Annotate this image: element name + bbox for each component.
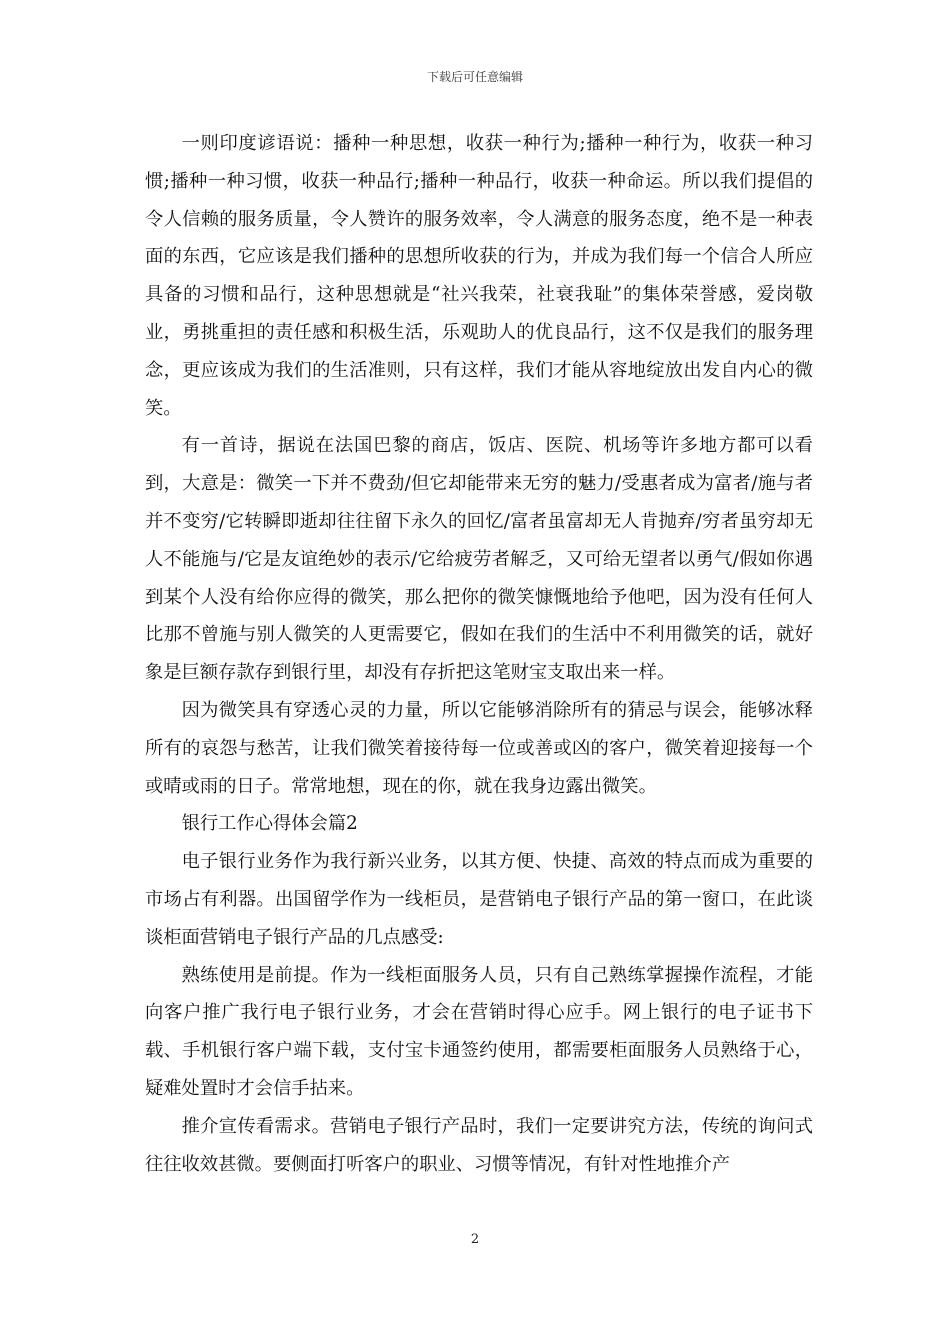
paragraph-proverb: 一则印度谚语说：播种一种思想，收获一种行为;播种一种行为，收获一种习惯;播种一种习惯，收获一种品行;播种一种品行，收获一种命运。所以我们提倡的令人信赖的服务质量，令人赞许的服务效率，令人满意的服务态度，绝不是一种表面的东西，它应该是我们播种的思想所收获的行为，并成为我们每一个信合人所应具备的习惯和品行，这种思想就是“社兴我荣，社衰我耻”的集体荣誉感，爱岗敬业，勇挑重担的责任感和积极生活，乐观助人的优良品行，这不仅是我们的服务理念，更应该成为我们的生活准则，只有这样，我们才能从容地绽放出发自内心的微笑。 (145, 133, 813, 419)
paragraph-promotion: 推介宣传看需求。营销电子银行产品时，我们一定要讲究方法，传统的询问式往往收效甚微。要侧面打听客户的职业、习惯等情况，有针对性地推介产 (145, 1115, 813, 1175)
paragraph-proficiency: 熟练使用是前提。作为一线柜面服务人员，只有自己熟练掌握操作流程，才能向客户推广我行电子银行业务，才会在营销时得心应手。网上银行的电子证书下载、手机银行客户端下载，支付宝卡通签约使用，都需要柜面服务人员熟络于心，疑难处置时才会信手拈来。 (145, 964, 813, 1099)
paragraph-ebanking-intro: 电子银行业务作为我行新兴业务，以其方便、快捷、高效的特点而成为重要的市场占有利器。出国留学作为一线柜员，是营销电子银行产品的第一窗口，在此谈谈柜面营销电子银行产品的几点感受: (145, 851, 813, 948)
section-heading: 银行工作心得体会篇2 (181, 813, 358, 835)
page-header: 下载后可任意编辑 (426, 70, 523, 84)
paragraph-smile-power: 因为微笑具有穿透心灵的力量，所以它能够消除所有的猜忌与误会，能够冰释所有的哀怨与愁苦，让我们微笑着接待每一位或善或凶的客户，微笑着迎接每一个或晴或雨的日子。常常地想，现在的你，就在我身边露出微笑。 (145, 699, 813, 797)
page-number: 2 (470, 1232, 480, 1247)
paragraph-poem: 有一首诗，据说在法国巴黎的商店，饭店、医院、机场等许多地方都可以看到，大意是：微笑一下并不费劲/但它却能带来无穷的魅力/受惠者成为富者/施与者并不变穷/它转瞬即逝却往往留下永久的回忆/富者虽富却无人肯抛弃/穷者虽穷却无人不能施与/它是友谊绝妙的表示/它给疲劳者解乏，又可给无望者以勇气/假如你遇到某个人没有给你应得的微笑，那么把你的微笑慷慨地给予他吧，因为没有任何人比那不曾施与别人微笑的人更需要它，假如在我们的生活中不利用微笑的话，就好象是巨额存款存到银行里，却没有存折把这笔财宝支取出来一样。 (145, 435, 813, 684)
document-body (145, 125, 813, 1183)
